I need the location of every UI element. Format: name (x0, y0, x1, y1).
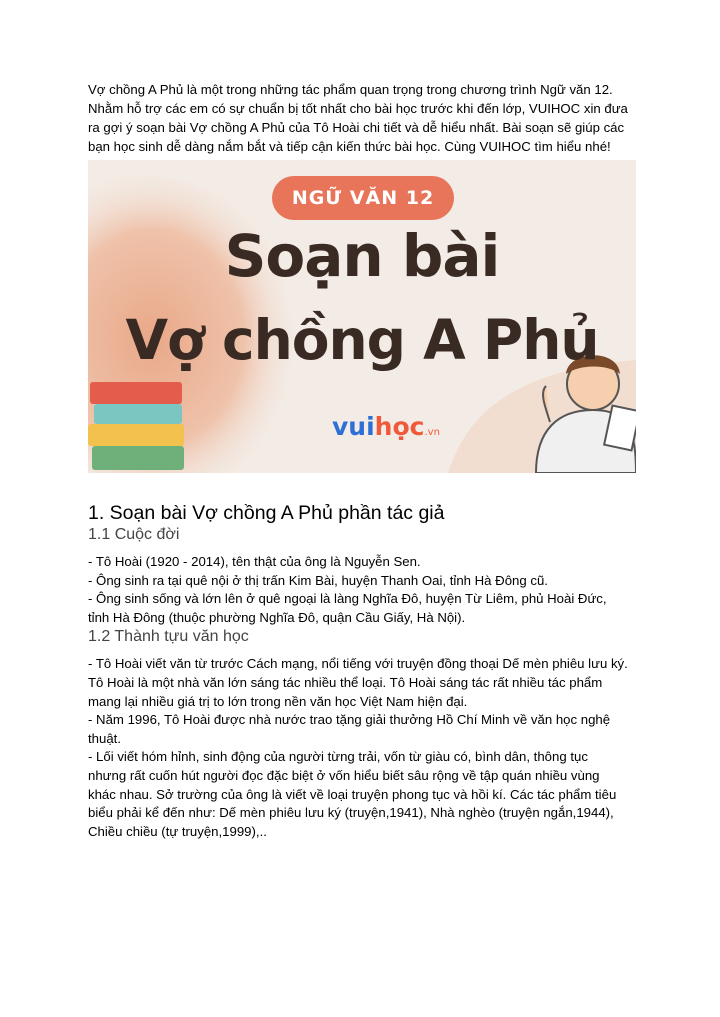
text-line: thuật. (88, 730, 121, 746)
text-line: - Ông sinh sống và lớn lên ở quê ngoại là làng Nghĩa Đô, huyện Từ Liêm, phủ Hoài Đức, (88, 591, 607, 607)
text-line: mang lại nhiều giá trị to lớn trong nền văn học Việt Nam hiện đại. (88, 693, 468, 709)
text-line: - Tô Hoài viết văn từ trước Cách mạng, nổi tiếng với truyện đồng thoại Dế mèn phiêu lưu ký. (88, 656, 628, 672)
text-line: khác nhau. Sở trường của ông là viết về loại truyện phong tục và hồi kí. Các tác phẩm tiêu (88, 786, 617, 802)
banner-title-line2: Vợ chồng A Phủ (125, 308, 599, 372)
subject-badge: NGỮ VĂN 12 (272, 176, 454, 220)
text-line: biểu phải kể đến như: Dế mèn phiêu lưu ký (truyện,1941), Nhà nghèo (truyện ngắn,1944), (88, 805, 614, 821)
lesson-banner-image (88, 160, 636, 473)
achievement-details (88, 655, 636, 841)
text-line: - Tô Hoài (1920 - 2014), tên thật của ông là Nguyễn Sen. (88, 554, 421, 569)
document-page (88, 80, 636, 841)
text-line: - Ông sinh ra tại quê nội ở thị trấn Kim Bài, huyện Thanh Oai, tỉnh Hà Đông cũ. (88, 572, 548, 588)
text-line: - Năm 1996, Tô Hoài được nhà nước trao tặng giải thưởng Hồ Chí Minh về văn học nghệ (88, 712, 611, 728)
text-line: tỉnh Hà Đông (thuộc phường Nghĩa Đô, quận Cầu Giấy, Hà Nội). (88, 609, 466, 625)
subheading-life: 1.1 Cuộc đời (88, 526, 180, 543)
books-illustration (88, 382, 184, 470)
text-line: nhưng rất cuốn hút người đọc đặc biệt ở vốn hiểu biết sâu rộng về tập quán nhiều vùng (88, 767, 600, 783)
section-heading-author: 1. Soạn bài Vợ chồng A Phủ phần tác giả (88, 502, 445, 524)
text-line: Tô Hoài là một nhà văn lớn sáng tác nhiều thể loại. Tô Hoài sáng tác rất nhiều tác phẩm (88, 674, 603, 690)
intro-paragraph: Vợ chồng A Phủ là một trong những tác phẩm quan trọng trong chương trình Ngữ văn 12. Nhằm hỗ trợ các em có sự chuẩn bị tốt nhất cho bài học trước khi đến lớp, VUIHOC xin đưa ra gợi ý soạn bài Vợ chồng A Phủ của Tô Hoài chi tiết và dễ hiểu nhất. Bài soạn sẽ giúp các bạn học sinh dễ dàng nắm bắt và tiếp cận kiến thức bài học. Cùng VUIHOC tìm hiểu nhé! (88, 82, 628, 154)
text-line: Chiều chiều (tự truyện,1999),.. (88, 823, 267, 839)
vuihoc-logo: vuihọc.vn (332, 412, 440, 441)
banner-title-line1: Soạn bài (224, 222, 500, 290)
subheading-achievements: 1.2 Thành tựu văn học (88, 628, 249, 646)
life-details (88, 553, 636, 627)
text-line: - Lối viết hóm hỉnh, sinh động của người từng trải, vốn từ giàu có, bình dân, thông tục (88, 749, 588, 765)
